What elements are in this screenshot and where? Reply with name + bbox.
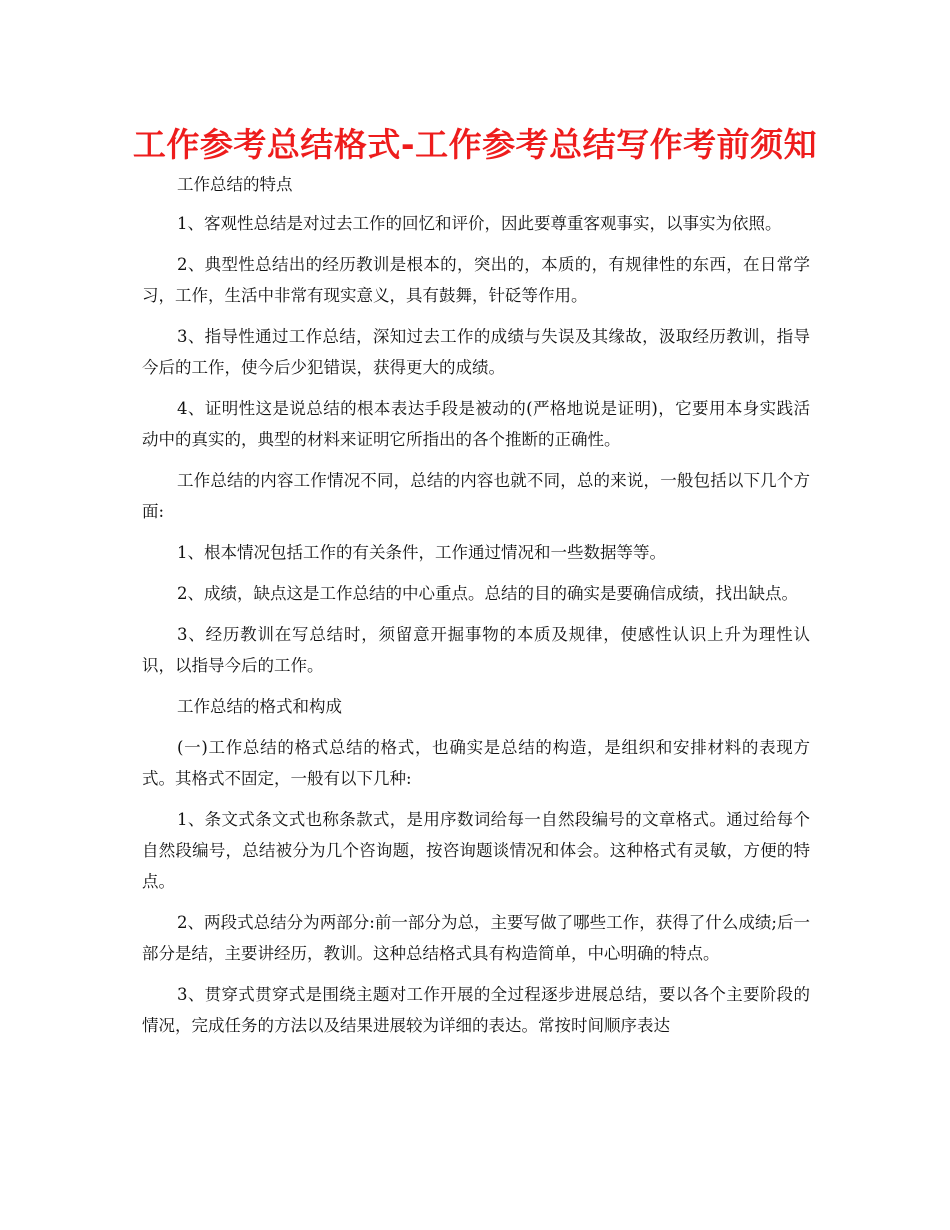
paragraph: 4、证明性这是说总结的根本表达手段是被动的(严格地说是证明)，它要用本身实践活动中的真实的，典型的材料来证明它所指出的各个推断的正确性。 bbox=[142, 399, 810, 449]
paragraph: 1、根本情况包括工作的有关条件，工作通过情况和一些数据等等。 bbox=[177, 543, 666, 562]
paragraph: 工作总结的内容工作情况不同，总结的内容也就不同，总的来说，一般包括以下几个方面: bbox=[142, 471, 810, 521]
document-title: 工作参考总结格式-工作参考总结写作考前须知 bbox=[132, 125, 818, 164]
paragraph: 1、客观性总结是对过去工作的回忆和评价，因此要尊重客观事实，以事实为依照。 bbox=[177, 214, 782, 233]
section-heading-features: 工作总结的特点 bbox=[177, 175, 293, 194]
paragraph: 3、经历教训在写总结时，须留意开掘事物的本质及规律，使感性认识上升为理性认识，以指导今后的工作。 bbox=[142, 625, 810, 675]
paragraph: 2、两段式总结分为两部分:前一部分为总，主要写做了哪些工作，获得了什么成绩;后一部分是结，主要讲经历，教训。这种总结格式具有构造简单，中心明确的特点。 bbox=[142, 913, 810, 963]
section-heading-format: 工作总结的格式和构成 bbox=[177, 697, 342, 716]
paragraph: 3、指导性通过工作总结，深知过去工作的成绩与失误及其缘故，汲取经历教训，指导今后的工作，使今后少犯错误，获得更大的成绩。 bbox=[142, 327, 810, 377]
document-body bbox=[142, 169, 810, 1041]
paragraph: 1、条文式条文式也称条款式，是用序数词给每一自然段编号的文章格式。通过给每个自然段编号，总结被分为几个咨询题，按咨询题谈情况和体会。这种格式有灵敏，方便的特点。 bbox=[142, 810, 810, 891]
paragraph: 2、典型性总结出的经历教训是根本的，突出的，本质的，有规律性的东西，在日常学习，工作，生活中非常有现实意义，具有鼓舞，针砭等作用。 bbox=[142, 255, 810, 305]
paragraph: 2、成绩，缺点这是工作总结的中心重点。总结的目的确实是要确信成绩，找出缺点。 bbox=[177, 584, 798, 603]
paragraph: 3、贯穿式贯穿式是围绕主题对工作开展的全过程逐步进展总结，要以各个主要阶段的情况，完成任务的方法以及结果进展较为详细的表达。常按时间顺序表达 bbox=[142, 985, 810, 1035]
paragraph: (一)工作总结的格式总结的格式，也确实是总结的构造，是组织和安排材料的表现方式。其格式不固定，一般有以下几种: bbox=[142, 738, 810, 788]
